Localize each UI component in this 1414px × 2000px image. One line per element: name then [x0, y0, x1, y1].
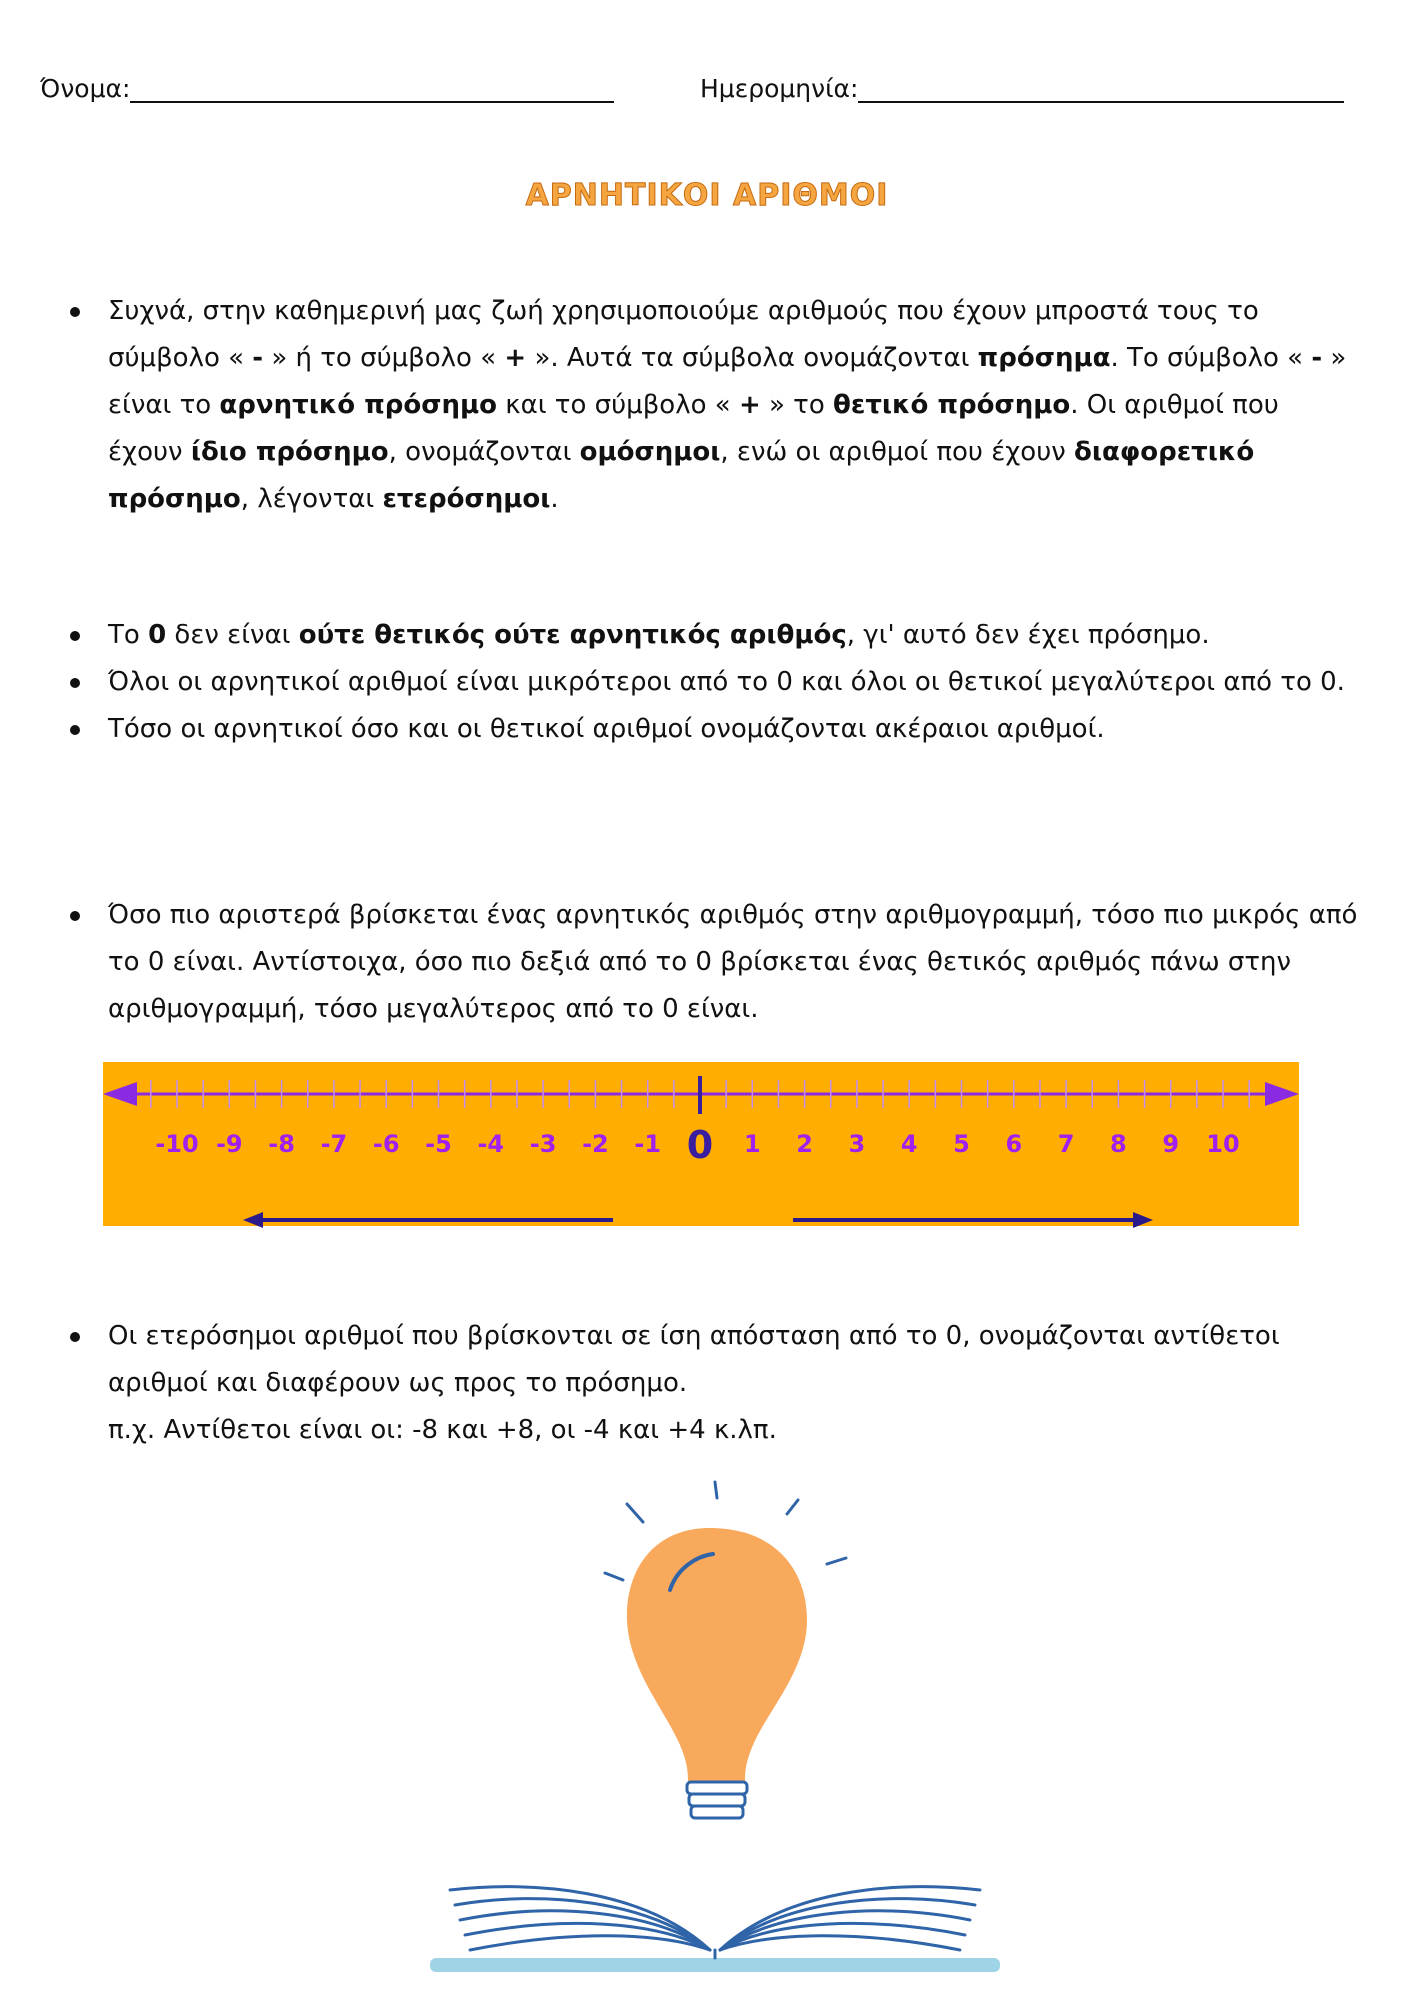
text: ». Αυτά τα σύμβολα ονομάζονται	[526, 343, 978, 373]
tick-label: -1	[634, 1130, 662, 1158]
text: . Οι αριθμοί που έχουν	[108, 390, 1279, 467]
term-different-sign: διαφορετικό πρόσημο	[108, 437, 1255, 514]
plus-symbol: +	[504, 343, 527, 373]
opposites-example: π.χ. Αντίθετοι είναι οι: -8 και +8, οι -4 και +4 κ.λπ.	[108, 1415, 777, 1445]
tick-label: 5	[953, 1130, 970, 1158]
open-book	[450, 1887, 980, 1958]
number-line-bottom-strip	[103, 1226, 1299, 1238]
book-shadow	[430, 1958, 1000, 1972]
tick-label: -7	[320, 1130, 348, 1158]
text: , ονομάζονται	[388, 437, 580, 467]
section-zero	[70, 612, 1360, 753]
term-zero: 0	[148, 620, 167, 650]
term-eterosimoi: ετερόσημοι	[382, 484, 551, 514]
section-opposites	[70, 1313, 1360, 1454]
bullet-number-line-order: Όσο πιο αριστερά βρίσκεται ένας αρνητικός αριθμός στην αριθμογραμμή, τόσο πιο μικρός από το 0 είναι. Αντίστοιχα, όσο πιο δεξιά από το 0 βρίσκεται ένας θετικός αριθμός πάνω στην αριθμογραμμή, τόσο μεγαλύτερος από το 0 είναι.	[70, 892, 1360, 1033]
name-blank-line[interactable]	[130, 75, 614, 103]
tick-label: 8	[1110, 1130, 1127, 1158]
tick-label: 6	[1005, 1130, 1023, 1158]
name-field	[40, 74, 614, 103]
tick-label: 0	[686, 1123, 714, 1167]
bullet-compare-zero: Όλοι οι αρνητικοί αριθμοί είναι μικρότεροι από το 0 και όλοι οι θετικοί μεγαλύτεροι από το 0.	[70, 659, 1360, 706]
text: . Το σύμβολο «	[1110, 343, 1312, 373]
term-negative-sign: αρνητικό πρόσημο	[219, 390, 498, 420]
text: , ενώ οι αριθμοί που έχουν	[720, 437, 1075, 467]
term-omosimoi: ομόσημοι	[579, 437, 721, 467]
date-blank-line[interactable]	[858, 75, 1344, 103]
text: , λέγονται	[240, 484, 383, 514]
bulb-base	[687, 1782, 747, 1818]
text: » το	[760, 390, 833, 420]
text: , γι' αυτό δεν έχει πρόσημο.	[846, 620, 1210, 650]
tick-label: -6	[372, 1130, 400, 1158]
page-title: ΑΡΝΗΤΙΚΟΙ ΑΡΙΘΜΟΙ	[525, 178, 889, 213]
text: .	[550, 484, 559, 514]
tick-label: -5	[425, 1130, 452, 1158]
term-prosima: πρόσημα	[977, 343, 1111, 373]
date-label: Ημερομηνία:	[700, 74, 859, 103]
date-field	[700, 74, 1344, 103]
minus-symbol: -	[252, 343, 264, 373]
number-line-svg	[103, 1062, 1299, 1238]
tick-label: 1	[743, 1130, 761, 1158]
section-signs	[70, 288, 1360, 523]
section-number-line-order	[70, 892, 1360, 1033]
text: δεν είναι	[166, 620, 299, 650]
text: » ή το σύμβολο «	[263, 343, 505, 373]
name-label: Όνομα:	[40, 74, 131, 103]
minus-symbol: -	[1311, 343, 1323, 373]
tick-label: 10	[1206, 1130, 1240, 1158]
tick-label: 9	[1162, 1130, 1180, 1158]
tick-label: -9	[215, 1130, 243, 1158]
number-line-figure	[103, 1062, 1299, 1242]
tick-label: -2	[582, 1130, 609, 1158]
tick-label: 7	[1057, 1130, 1075, 1158]
text: » είναι το	[108, 343, 1347, 420]
term-same-sign: ίδιο πρόσημο	[190, 437, 389, 467]
tick-label: 2	[796, 1130, 813, 1158]
lightbulb-book-icon	[415, 1470, 1015, 1990]
tick-label: 3	[848, 1130, 866, 1158]
text: Το	[108, 620, 149, 650]
bulb-glass	[627, 1528, 807, 1782]
tick-label: 4	[900, 1130, 918, 1158]
bullet-signs-definition	[70, 288, 1360, 523]
lightbulb-book-illustration	[415, 1470, 1015, 1994]
bullet-opposites: Οι ετερόσημοι αριθμοί που βρίσκονται σε ίση απόσταση από το 0, ονομάζονται αντίθετοι αριθμοί και διαφέρουν ως προς το πρόσημο.	[70, 1313, 1360, 1407]
tick-label: -8	[268, 1130, 295, 1158]
term-positive-sign: θετικό πρόσημο	[833, 390, 1071, 420]
tick-label: -4	[477, 1130, 505, 1158]
tick-label: -3	[529, 1130, 557, 1158]
text: Συχνά, στην καθημερινή μας ζωή χρησιμοποιούμε αριθμούς που έχουν μπροστά τους το σύμβολο «	[108, 296, 1259, 373]
plus-symbol: +	[738, 390, 761, 420]
bullet-integers: Τόσο οι αρνητικοί όσο και οι θετικοί αριθμοί ονομάζονται ακέραιοι αριθμοί.	[70, 706, 1360, 753]
bullet-zero	[70, 612, 1360, 659]
tick-label: -10	[155, 1130, 199, 1158]
text: και το σύμβολο «	[497, 390, 739, 420]
term-neither: ούτε θετικός ούτε αρνητικός αριθμός	[298, 620, 847, 650]
